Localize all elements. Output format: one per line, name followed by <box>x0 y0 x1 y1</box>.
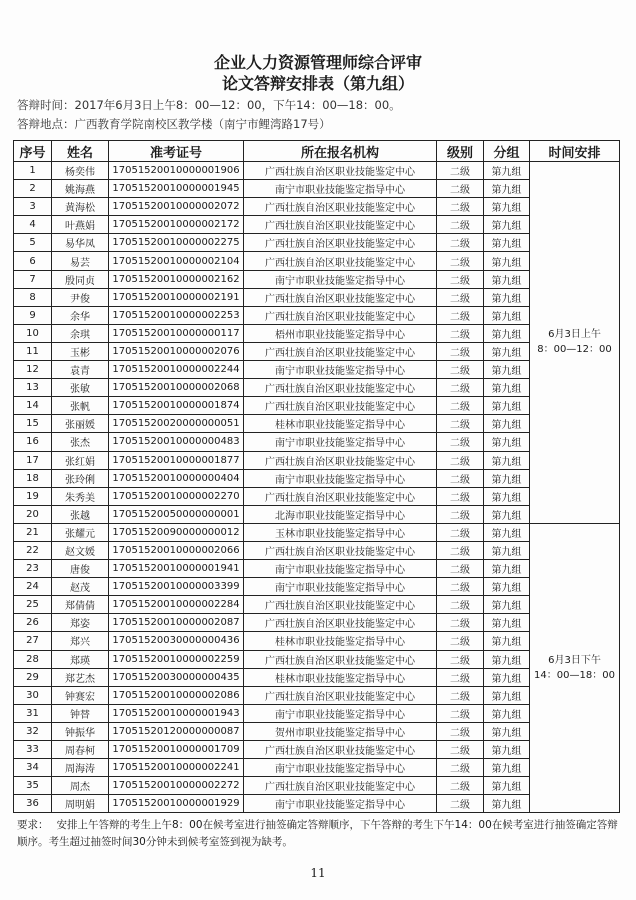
cell-exam-id: 17051520010000002284 <box>109 596 244 614</box>
exam-place-value: 广西教育学院南校区教学楼（南宁市鲤湾路17号） <box>74 117 331 131</box>
cell-organization: 广西壮族自治区职业技能鉴定中心 <box>244 234 437 252</box>
cell-no: 24 <box>14 578 52 596</box>
table-row <box>14 469 620 487</box>
cell-group: 第九组 <box>484 379 530 397</box>
cell-level: 二级 <box>437 361 484 379</box>
cell-no: 4 <box>14 216 52 234</box>
cell-level: 二级 <box>437 777 484 795</box>
cell-no: 15 <box>14 415 52 433</box>
table-body <box>14 162 620 813</box>
cell-name: 郑姿 <box>52 614 109 632</box>
cell-exam-id: 17051520010000002068 <box>109 379 244 397</box>
cell-exam-id: 17051520120000000087 <box>109 722 244 740</box>
cell-no: 2 <box>14 180 52 198</box>
cell-exam-id: 17051520010000001874 <box>109 397 244 415</box>
cell-name: 张丽媛 <box>52 415 109 433</box>
cell-level: 二级 <box>437 795 484 813</box>
cell-level: 二级 <box>437 632 484 650</box>
cell-group: 第九组 <box>484 180 530 198</box>
cell-name: 郑瑛 <box>52 650 109 668</box>
cell-group: 第九组 <box>484 234 530 252</box>
cell-organization: 南宁市职业技能鉴定指导中心 <box>244 560 437 578</box>
cell-name: 郑艺杰 <box>52 668 109 686</box>
cell-organization: 广西壮族自治区职业技能鉴定中心 <box>244 487 437 505</box>
cell-no: 9 <box>14 306 52 324</box>
cell-organization: 桂林市职业技能鉴定指导中心 <box>244 632 437 650</box>
cell-organization: 广西壮族自治区职业技能鉴定中心 <box>244 342 437 360</box>
cell-level: 二级 <box>437 198 484 216</box>
table-row <box>14 777 620 795</box>
cell-group: 第九组 <box>484 162 530 180</box>
cell-no: 12 <box>14 361 52 379</box>
cell-no: 28 <box>14 650 52 668</box>
cell-organization: 南宁市职业技能鉴定指导中心 <box>244 270 437 288</box>
cell-exam-id: 17051520010000002066 <box>109 541 244 559</box>
cell-organization: 南宁市职业技能鉴定指导中心 <box>244 469 437 487</box>
cell-organization: 南宁市职业技能鉴定指导中心 <box>244 704 437 722</box>
table-row <box>14 288 620 306</box>
table-row <box>14 541 620 559</box>
cell-name: 张帆 <box>52 397 109 415</box>
table-row <box>14 505 620 523</box>
cell-no: 27 <box>14 632 52 650</box>
cell-group: 第九组 <box>484 704 530 722</box>
cell-group: 第九组 <box>484 741 530 759</box>
cell-no: 36 <box>14 795 52 813</box>
cell-name: 郑兴 <box>52 632 109 650</box>
table-row <box>14 668 620 686</box>
time-slot-date: 6月3日下午 <box>548 655 601 667</box>
cell-no: 33 <box>14 741 52 759</box>
cell-name: 张敏 <box>52 379 109 397</box>
cell-level: 二级 <box>437 487 484 505</box>
cell-level: 二级 <box>437 560 484 578</box>
cell-level: 二级 <box>437 252 484 270</box>
cell-no: 8 <box>14 288 52 306</box>
cell-name: 袁青 <box>52 361 109 379</box>
cell-group: 第九组 <box>484 324 530 342</box>
cell-exam-id: 17051520010000001877 <box>109 451 244 469</box>
table-row <box>14 270 620 288</box>
cell-group: 第九组 <box>484 777 530 795</box>
cell-name: 赵茂 <box>52 578 109 596</box>
cell-level: 二级 <box>437 433 484 451</box>
cell-name: 钟振华 <box>52 722 109 740</box>
cell-group: 第九组 <box>484 614 530 632</box>
cell-exam-id: 17051520010000002272 <box>109 777 244 795</box>
cell-group: 第九组 <box>484 650 530 668</box>
page-subtitle: 论文答辩安排表（第九组） <box>221 74 414 93</box>
cell-organization: 广西壮族自治区职业技能鉴定中心 <box>244 379 437 397</box>
cell-group: 第九组 <box>484 342 530 360</box>
time-slot-hours: 14：00—18：00 <box>534 670 615 682</box>
cell-name: 张杰 <box>52 433 109 451</box>
table-row <box>14 180 620 198</box>
cell-exam-id: 17051520010000002270 <box>109 487 244 505</box>
cell-exam-id: 17051520010000001945 <box>109 180 244 198</box>
cell-name: 周杰 <box>52 777 109 795</box>
cell-name: 周明娟 <box>52 795 109 813</box>
cell-exam-id: 17051520010000001906 <box>109 162 244 180</box>
cell-group: 第九组 <box>484 596 530 614</box>
cell-organization: 南宁市职业技能鉴定指导中心 <box>244 361 437 379</box>
cell-level: 二级 <box>437 650 484 668</box>
table-row <box>14 306 620 324</box>
page-title: 企业人力资源管理师综合评审 <box>213 53 422 72</box>
cell-name: 黄海松 <box>52 198 109 216</box>
time-slot-hours: 8：00—12：00 <box>537 344 612 356</box>
cell-level: 二级 <box>437 541 484 559</box>
cell-exam-id: 17051520010000002191 <box>109 288 244 306</box>
cell-name: 张耀元 <box>52 523 109 541</box>
table-header-row <box>14 141 620 162</box>
table-row <box>14 198 620 216</box>
cell-group: 第九组 <box>484 270 530 288</box>
cell-exam-id: 17051520010000001943 <box>109 704 244 722</box>
cell-name: 张玲俐 <box>52 469 109 487</box>
cell-exam-id: 17051520010000002076 <box>109 342 244 360</box>
cell-no: 32 <box>14 722 52 740</box>
cell-name: 余琪 <box>52 324 109 342</box>
exam-time-line <box>17 97 401 113</box>
cell-group: 第九组 <box>484 433 530 451</box>
cell-no: 21 <box>14 523 52 541</box>
table-row <box>14 379 620 397</box>
time-slot-date: 6月3日上午 <box>548 329 601 341</box>
cell-organization: 南宁市职业技能鉴定指导中心 <box>244 433 437 451</box>
cell-no: 35 <box>14 777 52 795</box>
schedule-table <box>13 140 620 813</box>
cell-group: 第九组 <box>484 523 530 541</box>
cell-name: 杨奕伟 <box>52 162 109 180</box>
table-row <box>14 162 620 180</box>
cell-exam-id: 17051520010000002275 <box>109 234 244 252</box>
cell-exam-id: 17051520030000000436 <box>109 632 244 650</box>
cell-exam-id: 17051520010000002087 <box>109 614 244 632</box>
cell-no: 10 <box>14 324 52 342</box>
cell-level: 二级 <box>437 397 484 415</box>
table-row <box>14 596 620 614</box>
cell-no: 3 <box>14 198 52 216</box>
cell-group: 第九组 <box>484 759 530 777</box>
time-slot-cell <box>530 523 620 813</box>
cell-exam-id: 17051520010000003399 <box>109 578 244 596</box>
cell-name: 玉彬 <box>52 342 109 360</box>
cell-organization: 北海市职业技能鉴定指导中心 <box>244 505 437 523</box>
cell-level: 二级 <box>437 614 484 632</box>
cell-exam-id: 17051520010000002172 <box>109 216 244 234</box>
cell-no: 31 <box>14 704 52 722</box>
cell-exam-id: 17051520010000000483 <box>109 433 244 451</box>
cell-name: 张越 <box>52 505 109 523</box>
cell-level: 二级 <box>437 469 484 487</box>
cell-exam-id: 17051520090000000012 <box>109 523 244 541</box>
cell-exam-id: 17051520010000002241 <box>109 759 244 777</box>
cell-level: 二级 <box>437 596 484 614</box>
cell-name: 张红娟 <box>52 451 109 469</box>
cell-exam-id: 17051520010000002259 <box>109 650 244 668</box>
header-level: 级别 <box>437 141 484 162</box>
cell-group: 第九组 <box>484 632 530 650</box>
cell-exam-id: 17051520010000002162 <box>109 270 244 288</box>
cell-organization: 广西壮族自治区职业技能鉴定中心 <box>244 252 437 270</box>
cell-no: 30 <box>14 686 52 704</box>
cell-organization: 广西壮族自治区职业技能鉴定中心 <box>244 650 437 668</box>
exam-time-label: 答辩时间： <box>17 98 75 112</box>
cell-organization: 桂林市职业技能鉴定指导中心 <box>244 415 437 433</box>
cell-exam-id: 17051520010000001929 <box>109 795 244 813</box>
cell-organization: 广西壮族自治区职业技能鉴定中心 <box>244 306 437 324</box>
table-row <box>14 361 620 379</box>
page-number: 11 <box>310 866 326 880</box>
cell-organization: 玉林市职业技能鉴定指导中心 <box>244 523 437 541</box>
cell-name: 钟赛宏 <box>52 686 109 704</box>
cell-no: 6 <box>14 252 52 270</box>
exam-place-label: 答辩地点： <box>17 117 75 131</box>
cell-organization: 桂林市职业技能鉴定指导中心 <box>244 668 437 686</box>
cell-organization: 广西壮族自治区职业技能鉴定中心 <box>244 777 437 795</box>
cell-level: 二级 <box>437 288 484 306</box>
cell-group: 第九组 <box>484 216 530 234</box>
requirements-label: 要求： <box>17 819 49 831</box>
cell-name: 叶燕娟 <box>52 216 109 234</box>
table-row <box>14 795 620 813</box>
cell-organization: 广西壮族自治区职业技能鉴定中心 <box>244 216 437 234</box>
cell-exam-id: 17051520010000001709 <box>109 741 244 759</box>
cell-name: 易华凤 <box>52 234 109 252</box>
header-time: 时间安排 <box>530 141 620 162</box>
cell-group: 第九组 <box>484 668 530 686</box>
cell-exam-id: 17051520010000001941 <box>109 560 244 578</box>
header-name: 姓名 <box>52 141 109 162</box>
table-row <box>14 560 620 578</box>
cell-no: 29 <box>14 668 52 686</box>
table-row <box>14 342 620 360</box>
cell-organization: 广西壮族自治区职业技能鉴定中心 <box>244 541 437 559</box>
cell-exam-id: 17051520020000000051 <box>109 415 244 433</box>
cell-no: 34 <box>14 759 52 777</box>
cell-organization: 广西壮族自治区职业技能鉴定中心 <box>244 451 437 469</box>
cell-organization: 南宁市职业技能鉴定指导中心 <box>244 578 437 596</box>
cell-no: 25 <box>14 596 52 614</box>
cell-group: 第九组 <box>484 722 530 740</box>
cell-group: 第九组 <box>484 288 530 306</box>
cell-organization: 广西壮族自治区职业技能鉴定中心 <box>244 614 437 632</box>
cell-no: 19 <box>14 487 52 505</box>
table-row <box>14 397 620 415</box>
cell-no: 14 <box>14 397 52 415</box>
cell-group: 第九组 <box>484 361 530 379</box>
cell-exam-id: 17051520050000000001 <box>109 505 244 523</box>
cell-organization: 广西壮族自治区职业技能鉴定中心 <box>244 288 437 306</box>
cell-organization: 广西壮族自治区职业技能鉴定中心 <box>244 741 437 759</box>
cell-level: 二级 <box>437 578 484 596</box>
cell-exam-id: 17051520010000002086 <box>109 686 244 704</box>
cell-name: 姚海燕 <box>52 180 109 198</box>
cell-no: 22 <box>14 541 52 559</box>
cell-level: 二级 <box>437 523 484 541</box>
header-organization: 所在报名机构 <box>244 141 437 162</box>
cell-group: 第九组 <box>484 397 530 415</box>
cell-group: 第九组 <box>484 487 530 505</box>
cell-no: 5 <box>14 234 52 252</box>
table-row <box>14 759 620 777</box>
cell-level: 二级 <box>437 270 484 288</box>
table-row <box>14 686 620 704</box>
cell-level: 二级 <box>437 216 484 234</box>
time-slot-cell <box>530 162 620 524</box>
header-no: 序号 <box>14 141 52 162</box>
table-row <box>14 722 620 740</box>
cell-group: 第九组 <box>484 306 530 324</box>
cell-group: 第九组 <box>484 795 530 813</box>
cell-name: 易芸 <box>52 252 109 270</box>
table-row <box>14 704 620 722</box>
cell-organization: 广西壮族自治区职业技能鉴定中心 <box>244 198 437 216</box>
cell-level: 二级 <box>437 342 484 360</box>
cell-no: 13 <box>14 379 52 397</box>
cell-organization: 广西壮族自治区职业技能鉴定中心 <box>244 162 437 180</box>
exam-time-value: 2017年6月3日上午8：00—12：00，下午14：00—18：00。 <box>74 98 401 112</box>
cell-exam-id: 17051520010000000404 <box>109 469 244 487</box>
cell-group: 第九组 <box>484 198 530 216</box>
cell-group: 第九组 <box>484 451 530 469</box>
cell-group: 第九组 <box>484 541 530 559</box>
cell-name: 唐俊 <box>52 560 109 578</box>
cell-name: 周海涛 <box>52 759 109 777</box>
cell-level: 二级 <box>437 722 484 740</box>
cell-name: 朱秀美 <box>52 487 109 505</box>
table-row <box>14 614 620 632</box>
cell-name: 殷同贞 <box>52 270 109 288</box>
cell-exam-id: 17051520030000000435 <box>109 668 244 686</box>
cell-exam-id: 17051520010000002244 <box>109 361 244 379</box>
table-row <box>14 741 620 759</box>
cell-level: 二级 <box>437 162 484 180</box>
cell-organization: 南宁市职业技能鉴定指导中心 <box>244 795 437 813</box>
cell-level: 二级 <box>437 451 484 469</box>
table-row <box>14 650 620 668</box>
cell-organization: 广西壮族自治区职业技能鉴定中心 <box>244 596 437 614</box>
cell-organization: 南宁市职业技能鉴定指导中心 <box>244 759 437 777</box>
exam-place-line <box>17 116 331 132</box>
cell-exam-id: 17051520010000002072 <box>109 198 244 216</box>
table-row <box>14 632 620 650</box>
cell-no: 26 <box>14 614 52 632</box>
cell-no: 16 <box>14 433 52 451</box>
cell-level: 二级 <box>437 686 484 704</box>
cell-group: 第九组 <box>484 560 530 578</box>
cell-group: 第九组 <box>484 469 530 487</box>
cell-level: 二级 <box>437 415 484 433</box>
cell-organization: 南宁市职业技能鉴定指导中心 <box>244 180 437 198</box>
cell-organization: 广西壮族自治区职业技能鉴定中心 <box>244 686 437 704</box>
cell-name: 周春柯 <box>52 741 109 759</box>
cell-name: 赵文媛 <box>52 541 109 559</box>
cell-level: 二级 <box>437 704 484 722</box>
cell-organization: 广西壮族自治区职业技能鉴定中心 <box>244 397 437 415</box>
table-row <box>14 216 620 234</box>
cell-exam-id: 17051520010000000117 <box>109 324 244 342</box>
cell-level: 二级 <box>437 668 484 686</box>
table-row <box>14 415 620 433</box>
requirements-text: 安排上午答辩的考生上午8：00在候考室进行抽签确定答辩顺序，下午答辩的考生下午14：00在候考室进行抽签确定答辩顺序。考生超过抽签时间30分钟未到候考室签到视为缺考。 <box>17 819 618 848</box>
table-row <box>14 433 620 451</box>
cell-group: 第九组 <box>484 415 530 433</box>
cell-organization: 梧州市职业技能鉴定指导中心 <box>244 324 437 342</box>
cell-level: 二级 <box>437 324 484 342</box>
cell-level: 二级 <box>437 741 484 759</box>
cell-name: 郑倩倩 <box>52 596 109 614</box>
header-exam-id: 准考证号 <box>109 141 244 162</box>
cell-name: 余华 <box>52 306 109 324</box>
table-row <box>14 523 620 541</box>
cell-level: 二级 <box>437 306 484 324</box>
cell-no: 1 <box>14 162 52 180</box>
cell-no: 20 <box>14 505 52 523</box>
cell-level: 二级 <box>437 180 484 198</box>
cell-group: 第九组 <box>484 505 530 523</box>
cell-no: 17 <box>14 451 52 469</box>
cell-level: 二级 <box>437 505 484 523</box>
cell-no: 18 <box>14 469 52 487</box>
header-group: 分组 <box>484 141 530 162</box>
cell-exam-id: 17051520010000002104 <box>109 252 244 270</box>
table-row <box>14 451 620 469</box>
table-row <box>14 252 620 270</box>
cell-level: 二级 <box>437 234 484 252</box>
cell-no: 7 <box>14 270 52 288</box>
table-row <box>14 324 620 342</box>
cell-group: 第九组 <box>484 686 530 704</box>
cell-name: 尹俊 <box>52 288 109 306</box>
cell-name: 钟替 <box>52 704 109 722</box>
requirements-note <box>17 817 622 851</box>
table-row <box>14 234 620 252</box>
cell-no: 11 <box>14 342 52 360</box>
cell-no: 23 <box>14 560 52 578</box>
table-row <box>14 578 620 596</box>
cell-organization: 贺州市职业技能鉴定指导中心 <box>244 722 437 740</box>
cell-level: 二级 <box>437 759 484 777</box>
cell-level: 二级 <box>437 379 484 397</box>
table-row <box>14 487 620 505</box>
cell-group: 第九组 <box>484 578 530 596</box>
cell-exam-id: 17051520010000002253 <box>109 306 244 324</box>
cell-group: 第九组 <box>484 252 530 270</box>
